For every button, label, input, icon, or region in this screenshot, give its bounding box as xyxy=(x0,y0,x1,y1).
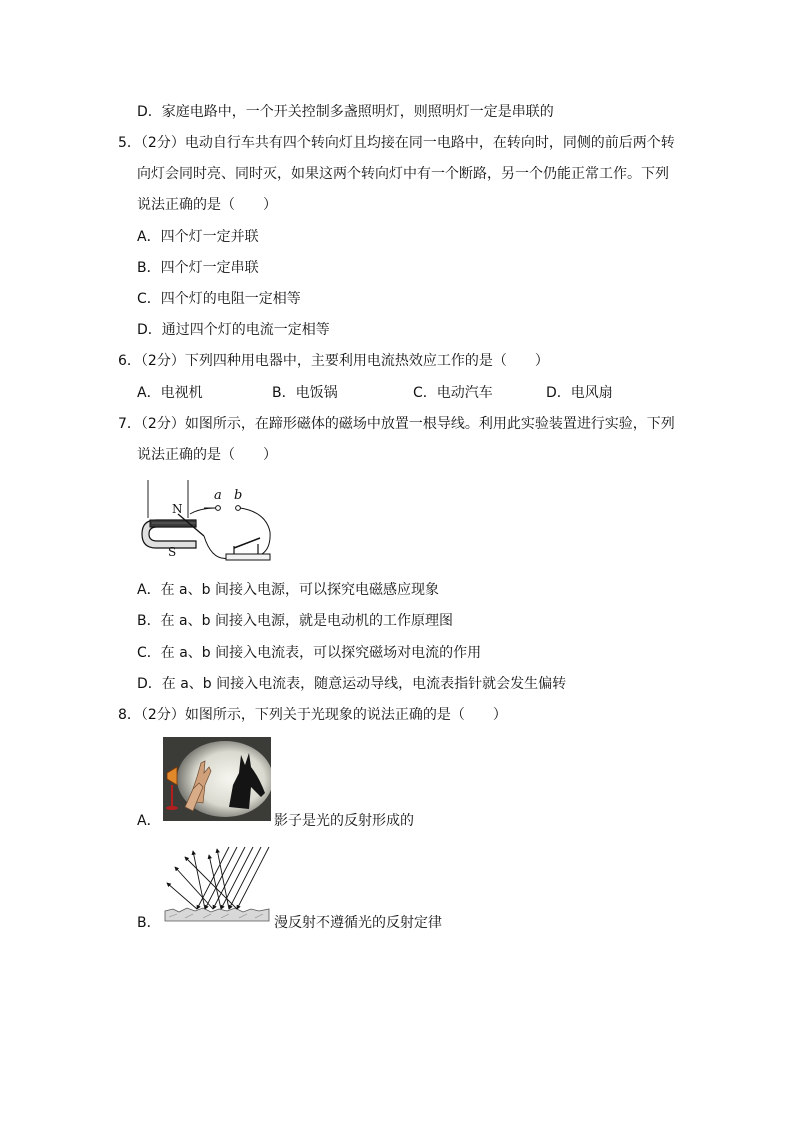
question-5-stem-line-2: 向灯会同时亮、同时灭，如果这两个转向灯中有一个断路，另一个仍能正常工作。下列 xyxy=(137,166,669,182)
question-8-option-a-text: 影子是光的反射形成的 xyxy=(274,813,414,829)
question-5-option-a: A．四个灯一定并联 xyxy=(137,229,259,245)
question-6-option-a: A．电视机 xyxy=(137,385,203,401)
question-5-option-d: D．通过四个灯的电流一定相等 xyxy=(137,322,330,338)
question-8-option-b-text: 漫反射不遵循光的反射定律 xyxy=(274,915,442,931)
question-7-stem-line-2: 说法正确的是（ ） xyxy=(137,447,277,463)
question-8-option-a-letter: A． xyxy=(137,813,161,829)
question-6-option-c: C．电动汽车 xyxy=(413,385,493,401)
question-5-stem-line-1: 5．（2分）电动自行车共有四个转向灯且均接在同一电路中，在转向时，同侧的前后两个转 xyxy=(118,135,675,151)
question-7-option-d: D．在 a、b 间接入电流表，随意运动导线，电流表指针就会发生偏转 xyxy=(137,676,567,692)
terminal-b-label: b xyxy=(234,488,243,503)
question-8-option-b-letter: B． xyxy=(137,915,161,931)
question-7-option-b: B．在 a、b 间接入电源，就是电动机的工作原理图 xyxy=(137,613,453,629)
question-5-option-c: C．四个灯的电阻一定相等 xyxy=(137,291,301,307)
terminal-a-label: a xyxy=(214,488,222,503)
question-5-option-b: B．四个灯一定串联 xyxy=(137,260,259,276)
diffuse-reflection-diagram xyxy=(163,843,271,923)
question-6-option-b: B．电饭锅 xyxy=(272,385,338,401)
hand-shadow-image xyxy=(163,737,271,821)
hand-shadow-icon xyxy=(163,737,271,821)
horseshoe-magnet-icon xyxy=(138,478,278,568)
horseshoe-magnet-figure xyxy=(138,478,278,568)
question-8-stem: 8．（2分）如图所示，下列关于光现象的说法正确的是（ ） xyxy=(118,707,507,723)
question-7-stem-line-1: 7．（2分）如图所示，在蹄形磁体的磁场中放置一根导线。利用此实验装置进行实验，下列 xyxy=(118,416,675,432)
question-6-option-d: D．电风扇 xyxy=(546,385,613,401)
question-7-option-a: A．在 a、b 间接入电源，可以探究电磁感应现象 xyxy=(137,582,439,598)
north-pole-label: N xyxy=(172,502,183,516)
prev-question-option-d: D．家庭电路中，一个开关控制多盏照明灯，则照明灯一定是串联的 xyxy=(137,104,554,120)
question-7-option-c: C．在 a、b 间接入电流表，可以探究磁场对电流的作用 xyxy=(137,645,482,661)
south-pole-label: S xyxy=(168,545,177,559)
diffuse-reflection-icon xyxy=(163,843,271,923)
question-6-stem: 6．（2分）下列四种用电器中，主要利用电流热效应工作的是（ ） xyxy=(118,353,549,369)
question-5-stem-line-3: 说法正确的是（ ） xyxy=(137,197,277,213)
